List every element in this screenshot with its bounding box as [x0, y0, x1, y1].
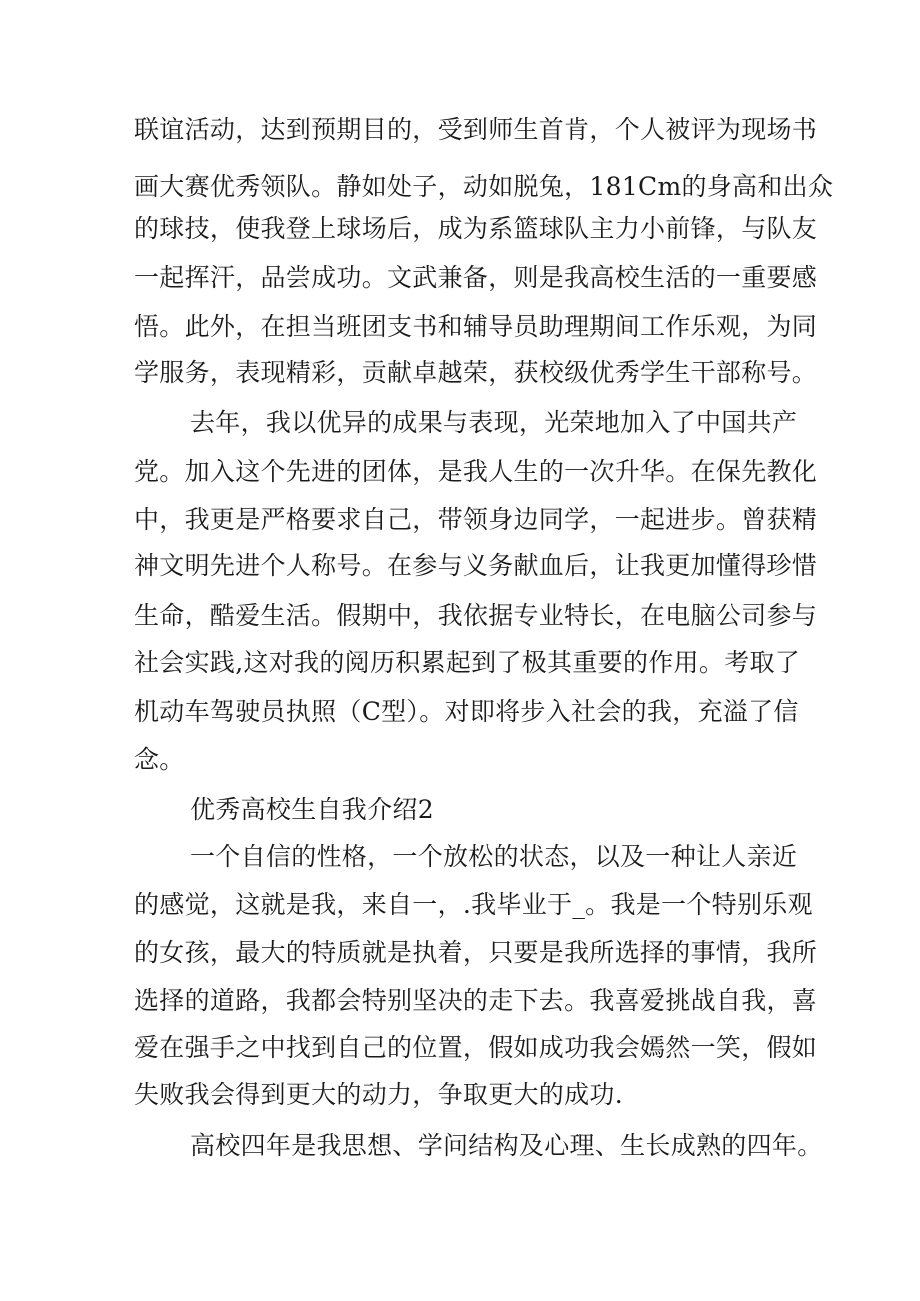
text-line: 党。加入这个先进的团体，是我人生的一次升华。在保先教化: [134, 457, 818, 486]
text-line: 生命，酷爱生活。假期中，我依据专业特长，在电脑公司参与: [134, 601, 818, 630]
text-line: 社会实践,这对我的阅历积累起到了极其重要的作用。考取了: [134, 648, 801, 677]
text-line: 一起挥汗，品尝成功。文武兼备，则是我高校生活的一重要感: [134, 263, 818, 292]
text-line: 学服务，表现精彩，贡献卓越荣，获校级优秀学生干部称号。: [134, 358, 818, 387]
paragraph-first-line: 去年，我以优异的成果与表现，光荣地加入了中国共产: [190, 408, 798, 437]
text-line: 联谊活动，达到预期目的，受到师生首肯，个人被评为现场书: [134, 115, 818, 144]
text-line: 神文明先进个人称号。在参与义务献血后，让我更加懂得珍惜: [134, 551, 818, 580]
text-line: 中，我更是严格要求自己，带领身边同学，一起进步。曾获精: [134, 505, 818, 534]
text-line: 的球技，使我登上球场后，成为系篮球队主力小前锋，与队友: [134, 214, 818, 243]
text-line: 失败我会得到更大的动力，争取更大的成功.: [134, 1080, 623, 1109]
text-line: 画大赛优秀领队。静如处子，动如脱兔，181Cm的身高和出众: [134, 172, 834, 201]
section-heading: 优秀高校生自我介绍2: [190, 795, 434, 824]
paragraph-first-line: 一个自信的性格，一个放松的状态，以及一种让人亲近: [190, 842, 798, 871]
text-line: 爱在强手之中找到自己的位置，假如成功我会嫣然一笑，假如: [134, 1033, 818, 1062]
text-line: 选择的道路，我都会特别坚决的走下去。我喜爱挑战自我，喜: [134, 986, 818, 1015]
text-line: 机动车驾驶员执照（C型）。对即将步入社会的我，充溢了信: [134, 697, 799, 726]
text-line: 的感觉，这就是我，来自一，.我毕业于_。我是一个特别乐观: [134, 890, 813, 919]
paragraph-first-line: 高校四年是我思想、学问结构及心理、生长成熟的四年。: [190, 1131, 823, 1160]
text-line: 的女孩，最大的特质就是执着，只要是我所选择的事情，我所: [134, 938, 818, 967]
text-line: 念。: [134, 745, 185, 774]
text-line: 悟。此外，在担当班团支书和辅导员助理期间工作乐观，为同: [134, 312, 818, 341]
